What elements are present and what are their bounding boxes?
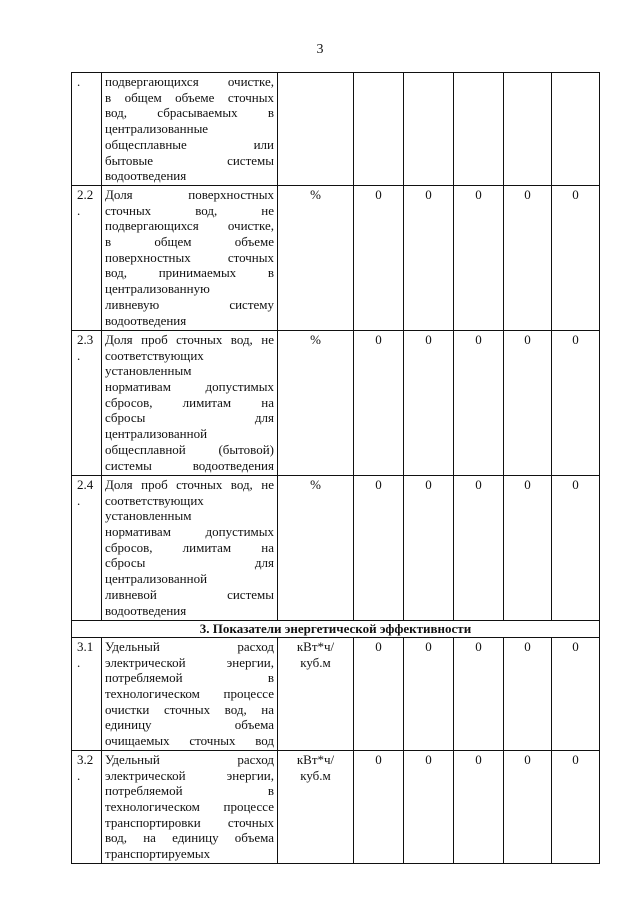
table-row: [72, 185, 600, 330]
row-description: Доля проб сточных вод, не соответствующих установленным нормативам допустимых сбросов, лимитам на сбросы для централизованной ливневой системы водоотведения: [102, 475, 278, 620]
row-value: 0: [404, 330, 454, 475]
row-unit: %: [278, 475, 354, 620]
table-row: [72, 330, 600, 475]
row-value: [354, 73, 404, 186]
row-unit: кВт*ч/ куб.м: [278, 637, 354, 750]
row-value: 0: [454, 330, 504, 475]
row-number: 3.2 .: [72, 750, 102, 863]
row-number: 2.3 .: [72, 330, 102, 475]
row-value: 0: [354, 475, 404, 620]
row-number: 3.1 .: [72, 637, 102, 750]
row-unit: %: [278, 330, 354, 475]
row-value: 0: [404, 185, 454, 330]
row-value: [504, 73, 552, 186]
row-value: 0: [504, 185, 552, 330]
row-value: 0: [552, 475, 600, 620]
row-value: [454, 73, 504, 186]
row-value: 0: [454, 475, 504, 620]
row-value: 0: [354, 330, 404, 475]
row-value: 0: [404, 637, 454, 750]
section-title: 3. Показатели энергетической эффективности: [72, 620, 600, 637]
row-value: 0: [552, 330, 600, 475]
row-value: 0: [552, 750, 600, 863]
indicators-table: [71, 72, 600, 864]
row-value: 0: [454, 185, 504, 330]
row-value: 0: [404, 475, 454, 620]
row-value: 0: [504, 330, 552, 475]
row-number: .: [72, 73, 102, 186]
page-number: 3: [316, 42, 324, 57]
row-value: 0: [552, 637, 600, 750]
row-value: 0: [354, 637, 404, 750]
row-description: Удельный расход электрической энергии, потребляемой в технологическом процессе очистки сточных вод, на единицу объема очищаемых сточных вод: [102, 637, 278, 750]
row-number: 2.2 .: [72, 185, 102, 330]
row-value: 0: [354, 185, 404, 330]
row-value: 0: [504, 750, 552, 863]
table-row: [72, 637, 600, 750]
row-number: 2.4 .: [72, 475, 102, 620]
row-value: 0: [454, 637, 504, 750]
row-value: 0: [504, 637, 552, 750]
row-value: 0: [404, 750, 454, 863]
row-value: 0: [454, 750, 504, 863]
row-value: [404, 73, 454, 186]
row-value: 0: [552, 185, 600, 330]
row-description: Доля поверхностных сточных вод, не подвергающихся очистке, в общем объеме поверхностных сточных вод, принимаемых в централизованную ливневую систему водоотведения: [102, 185, 278, 330]
row-unit: [278, 73, 354, 186]
table-row: [72, 750, 600, 863]
table-row: [72, 73, 600, 186]
row-description: Доля проб сточных вод, не соответствующих установленным нормативам допустимых сбросов, лимитам на сбросы для централизованной общесплавной (бытовой) системы водоотведения: [102, 330, 278, 475]
row-unit: %: [278, 185, 354, 330]
row-description: Удельный расход электрической энергии, потребляемой в технологическом процессе транспортировки сточных вод, на единицу объема транспортируемых: [102, 750, 278, 863]
section-header-row: [72, 620, 600, 637]
row-description: подвергающихся очистке, в общем объеме сточных вод, сбрасываемых в централизованные общесплавные или бытовые системы водоотведения: [102, 73, 278, 186]
row-value: 0: [354, 750, 404, 863]
row-value: [552, 73, 600, 186]
row-unit: кВт*ч/ куб.м: [278, 750, 354, 863]
table-row: [72, 475, 600, 620]
row-value: 0: [504, 475, 552, 620]
